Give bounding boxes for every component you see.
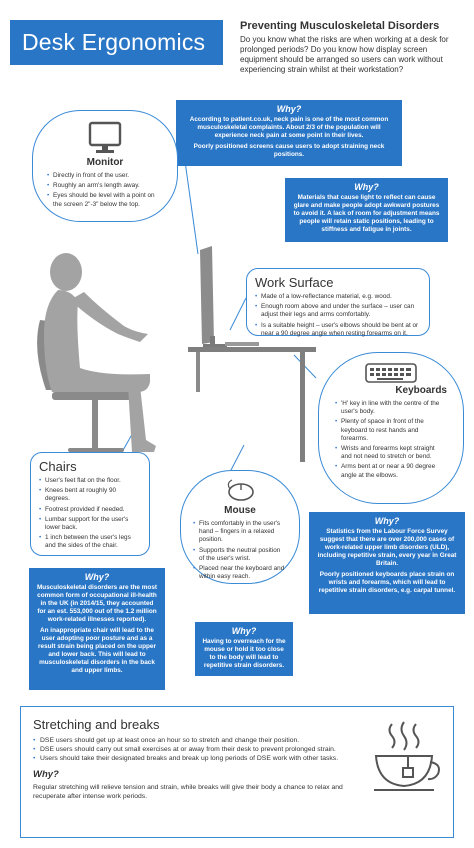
monitor-icon xyxy=(87,121,123,155)
work-surface-item-3: • Is a suitable height – user's elbows should be bent at or near a 90 degree angle when resting forearms on it. xyxy=(255,322,421,338)
intro xyxy=(240,20,465,75)
chairs-item-2: • Knees bent at roughly 90 degrees. xyxy=(39,487,141,503)
why-chairs-text-1: Musculoskeletal disorders are the most common form of occupational ill-health in the UK (in 2014/15, they accounted for an est. 553,000 out of the 1.2 million work-related illnesses reported). xyxy=(36,584,158,623)
keyboards-title: Keyboards xyxy=(395,385,447,396)
mouse-icon xyxy=(225,479,255,503)
mouse-title: Mouse xyxy=(224,505,256,516)
keyboards-item-3: • Wrists and forearms kept straight and not need to stretch or bend. xyxy=(335,445,447,461)
monitor-item-2: • Roughly an arm's length away. xyxy=(47,182,163,190)
why-monitor-title: Why? xyxy=(276,104,302,114)
monitor-item-3: • Eyes should be level with a point on the screen 2"-3" below the top. xyxy=(47,192,163,208)
keyboards-item-2: • Plenty of space in front of the keyboard to rest hands and forearms. xyxy=(335,418,447,443)
mouse-item-2: • Supports the neutral position of the user's wrist. xyxy=(193,547,287,563)
why-chairs-text-2: An inappropriate chair will lead to the user adopting poor posture and as a result strain being placed on the upper and lower back. This will lead to musculoskeletal disorders in the back and upper limbs. xyxy=(38,627,156,674)
stretching-item-3: • Users should take their designated breaks and break up long periods of DSE work with other tasks. xyxy=(33,754,441,763)
monitor-bubble xyxy=(32,110,178,222)
why-mouse-text-1: Having to overreach for the mouse or hold it too close to the body will lead to repetitive strain disorders. xyxy=(202,638,286,669)
why-keyboards-text-2: Poorly positioned keyboards place strain on wrists and forearms, which will lead to repetitive strain disorders, e.g. carpal tunnel. xyxy=(318,571,456,594)
keyboards-item-1: • 'H' key in line with the centre of the user's body. xyxy=(335,400,447,416)
intro-title: Preventing Musculoskeletal Disorders xyxy=(240,20,440,32)
why-keyboards-text-1: Statistics from the Labour Force Survey suggest that there are over 200,000 cases of work-related upper limb disorders (ULD), including repetitive strain, every year in Great Britain. xyxy=(317,528,457,567)
why-keyboards-box xyxy=(309,512,465,614)
mouse-bubble xyxy=(180,470,300,584)
monitor-item-1: • Directly in front of the user. xyxy=(47,172,163,180)
tea-cup-icon xyxy=(368,718,444,796)
stretching-why-title: Why? xyxy=(33,769,59,780)
mouse-item-1: • Fits comfortably in the user's hand – fingers in a relaxed position. xyxy=(193,520,287,545)
why-surface-box xyxy=(285,178,448,242)
chairs-bubble xyxy=(30,452,150,556)
page-title: Desk Ergonomics xyxy=(10,20,223,65)
person-silhouette xyxy=(44,253,156,452)
stretching-item-1: • DSE users should get up at least once an hour so to stretch and change their position. xyxy=(33,736,441,745)
keyboards-item-4: • Arms bent at or near a 90 degree angle at the elbows. xyxy=(335,463,447,479)
why-chairs-title: Why? xyxy=(84,572,110,582)
chairs-item-3: • Footrest provided if needed. xyxy=(39,506,141,514)
chairs-item-5: • 1 inch between the user's legs and the sides of the chair. xyxy=(39,534,141,550)
mouse-item-3: • Placed near the keyboard and within easy reach. xyxy=(193,565,287,581)
why-chairs-box xyxy=(29,568,165,690)
why-surface-title: Why? xyxy=(354,182,379,192)
why-monitor-text-2: Poorly positioned screens cause users to adopt straining neck positions. xyxy=(193,143,385,158)
chairs-item-1: • User's feet flat on the floor. xyxy=(39,477,141,485)
work-surface-bubble xyxy=(246,268,430,336)
why-monitor-box xyxy=(176,100,402,166)
desk-shape xyxy=(188,347,316,462)
work-surface-item-1: • Made of a low-reflectance material, e.g. wood. xyxy=(255,293,421,301)
stretching-title: Stretching and breaks xyxy=(33,717,160,732)
monitor-shape xyxy=(200,246,227,347)
intro-text: Do you know what the risks are when working at a desk for prolonged periods? Do you know how display screen equipment should be arranged so users can work without experiencing strain whilst at their workstation? xyxy=(240,35,449,74)
why-surface-text-1: Materials that cause light to reflect can cause glare and make people adopt awkward postures to avoid it. A lack of room for adjustment means people will retain static positions, leading to stiffness and fatigue in joints. xyxy=(293,194,440,233)
keyboard-shape xyxy=(225,342,259,346)
stretching-item-2: • DSE users should carry out small exercises at or away from their desk to prevent prolonged strain. xyxy=(33,745,441,754)
chairs-title: Chairs xyxy=(39,459,77,474)
why-mouse-box xyxy=(195,622,293,676)
chair-shape xyxy=(37,320,140,452)
why-mouse-title: Why? xyxy=(231,626,257,636)
keyboard-icon xyxy=(365,363,417,383)
stretching-why-text: Regular stretching will relieve tension and strain, while breaks will give their body a chance to relax and recuperate after intense work periods. xyxy=(33,784,343,800)
why-monitor-text-1: According to patient.co.uk, neck pain is one of the most common musculoskeletal complaints. About 2/3 of the population will experience neck pain at some point in their lives. xyxy=(189,116,389,139)
chairs-item-4: • Lumbar support for the user's lower back. xyxy=(39,516,141,532)
keyboards-bubble xyxy=(318,352,464,504)
work-surface-title: Work Surface xyxy=(255,275,334,290)
work-surface-item-2: • Enough room above and under the surface – user can adjust their legs and arms comfortably. xyxy=(255,303,421,319)
why-keyboards-title: Why? xyxy=(374,516,400,526)
monitor-title: Monitor xyxy=(86,157,124,168)
